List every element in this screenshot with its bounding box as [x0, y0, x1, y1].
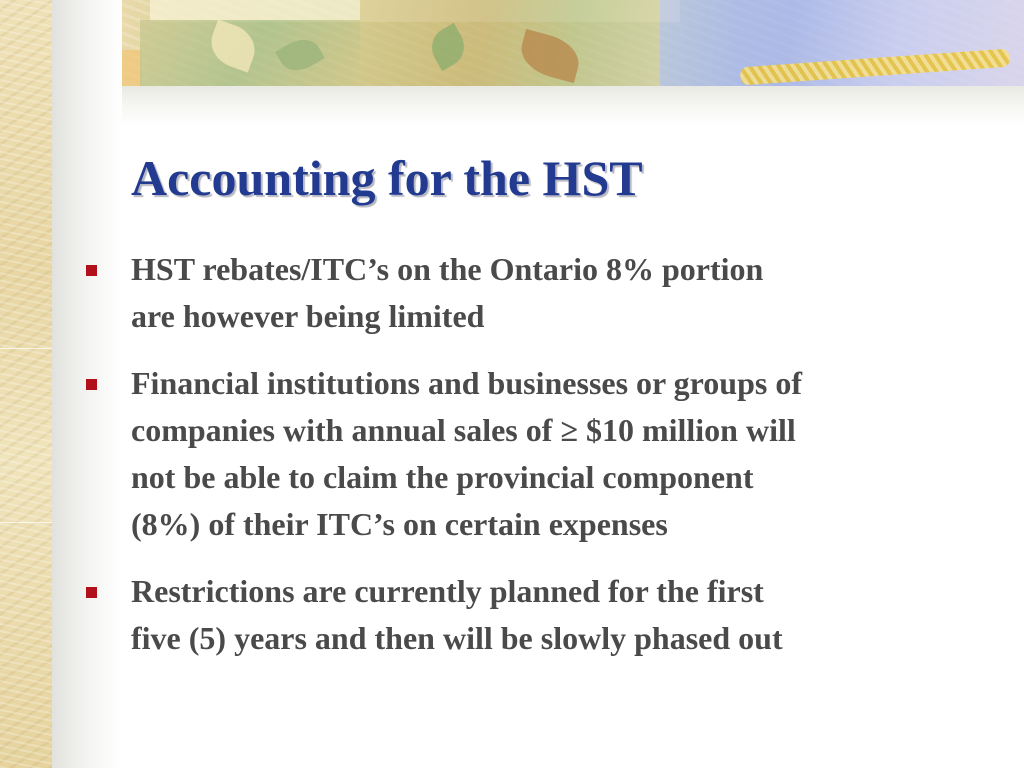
square-bullet-icon: [86, 379, 97, 390]
banner-shadow: [52, 86, 1024, 126]
banner-tile: [360, 0, 660, 86]
bullet-line: HST rebates/ITC’s on the Ontario 8% portion: [131, 251, 764, 287]
square-bullet-icon: [86, 265, 97, 276]
slide-title: Accounting for the HST: [131, 150, 643, 206]
bullet-text: [131, 568, 981, 662]
bullet-line: five (5) years and then will be slowly phased out: [131, 620, 783, 656]
bullet-line: Restrictions are currently planned for the first: [131, 573, 764, 609]
bullet-item: [82, 246, 982, 340]
bullet-text: [131, 246, 981, 340]
bullet-line: are however being limited: [131, 298, 485, 334]
decorative-left-strip: [0, 0, 52, 768]
bullet-list: [82, 246, 982, 682]
bullet-item: [82, 568, 982, 662]
decorative-top-banner: [0, 0, 1024, 86]
square-bullet-icon: [86, 587, 97, 598]
strip-seam: [0, 348, 52, 349]
bullet-line: not be able to claim the provincial component: [131, 459, 754, 495]
bullet-line: companies with annual sales of ≥ $10 million will: [131, 412, 796, 448]
bullet-line: Financial institutions and businesses or groups of: [131, 365, 802, 401]
bullet-item: [82, 360, 982, 548]
bullet-text: [131, 360, 981, 548]
strip-seam: [0, 522, 52, 523]
bullet-line: (8%) of their ITC’s on certain expenses: [131, 506, 668, 542]
